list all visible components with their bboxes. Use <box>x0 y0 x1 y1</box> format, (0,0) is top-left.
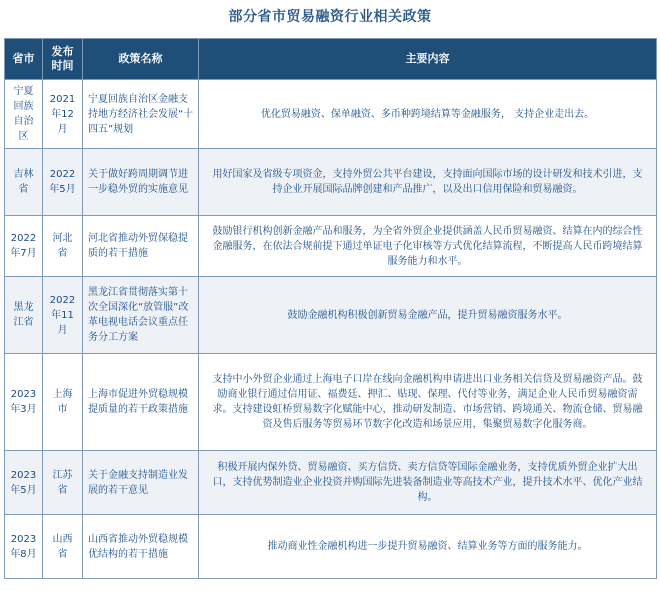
cell-content: 鼓励金融机构积极创新贸易金融产品，提升贸易融资服务水平。 <box>199 277 657 354</box>
cell-policy-name: 山西省推动外贸稳规模优结构的若干措施 <box>83 515 199 579</box>
cell-policy-name: 黑龙江省贯彻落实第十次全国深化“放管服”改革电视电话会议重点任务分工方案 <box>83 277 199 354</box>
cell-date: 2022年11月 <box>43 277 83 354</box>
cell-policy-name: 河北省推动外贸保稳提质的若干措施 <box>83 216 199 277</box>
table-row <box>5 354 657 451</box>
cell-date: 2021年12月 <box>43 80 83 149</box>
cell-province: 宁夏回族自治区 <box>5 80 43 149</box>
cell-date: 2022年5月 <box>43 149 83 216</box>
cell-policy-name: 关于金融支持制造业发展的若干意见 <box>83 451 199 515</box>
cell-province: 河北省 <box>43 216 83 277</box>
table-row <box>5 515 657 579</box>
cell-content: 优化贸易融资、保单融资、多币种跨境结算等金融服务， 支持企业走出去。 <box>199 80 657 149</box>
cell-content: 支持中小外贸企业通过上海电子口岸在线向金融机构申请进出口业务相关信贷及贸易融资产品。鼓励商业银行通过信用证、福费廷、押汇、贴现、保理、代付等业务，满足企业人民币贸易融资需求。支持建设虹桥贸易数字化赋能中心，推动研发制造、市场营销、跨境通关、物流仓储、贸易融资及售后服务等贸易环节数字化改造和场景应用，集聚贸易数字化服务商。 <box>199 354 657 451</box>
table-row <box>5 451 657 515</box>
cell-province: 黑龙江省 <box>5 277 43 354</box>
header-date: 发布时间 <box>43 39 83 80</box>
cell-content: 推动商业性金融机构进一步提升贸易融资、结算业务等方面的服务能力。 <box>199 515 657 579</box>
cell-province: 上海市 <box>43 354 83 451</box>
cell-date: 2023年8月 <box>5 515 43 579</box>
table-header-row <box>5 39 657 80</box>
cell-content: 鼓励银行机构创新金融产品和服务，为全省外贸企业提供涵盖人民币贸易融资、结算在内的综合性金融服务，在依法合规前提下通过单证电子化审核等方式优化结算流程，不断提高人民币跨境结算服务能力和水平。 <box>199 216 657 277</box>
header-name: 政策名称 <box>83 39 199 80</box>
table-row <box>5 277 657 354</box>
cell-province: 江苏省 <box>43 451 83 515</box>
cell-province: 吉林省 <box>5 149 43 216</box>
cell-province: 山西省 <box>43 515 83 579</box>
cell-date: 2022年7月 <box>5 216 43 277</box>
policy-table <box>4 38 657 579</box>
cell-content: 用好国家及省级专项资金，支持外贸公共平台建设，支持面向国际市场的设计研发和技术引进，支持企业开展国际品牌创建和产品推广，以及出口信用保险和贸易融资。 <box>199 149 657 216</box>
cell-date: 2023年3月 <box>5 354 43 451</box>
cell-policy-name: 宁夏回族自治区金融支持地方经济社会发展“十四五”规划 <box>83 80 199 149</box>
cell-date: 2023年5月 <box>5 451 43 515</box>
header-content: 主要内容 <box>199 39 657 80</box>
cell-policy-name: 关于做好跨周期调节进一步稳外贸的实施意见 <box>83 149 199 216</box>
cell-content: 积极开展内保外贷、贸易融资、买方信贷、卖方信贷等国际金融业务，支持优质外贸企业扩大出口，支持优势制造业企业投资并购国际先进装备制造业等高技术产业，提升技术水平、优化产业结构。 <box>199 451 657 515</box>
table-row <box>5 80 657 149</box>
page-title: 部分省市贸易融资行业相关政策 <box>228 9 432 25</box>
header-province: 省市 <box>5 39 43 80</box>
cell-policy-name: 上海市促进外贸稳规模提质量的若干政策措施 <box>83 354 199 451</box>
table-row <box>5 149 657 216</box>
table-row <box>5 216 657 277</box>
